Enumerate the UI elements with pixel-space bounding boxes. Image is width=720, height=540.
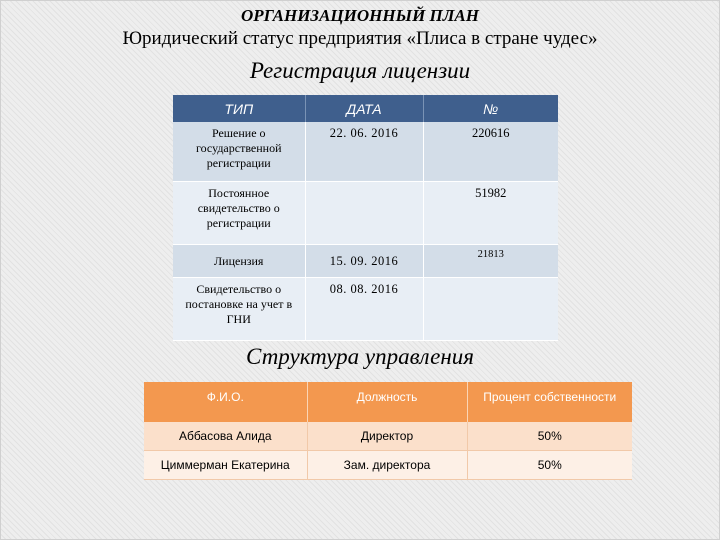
column-header-share: Процент собственности <box>467 382 632 422</box>
ownership-share-cell: 50% <box>467 422 632 451</box>
column-header-type: ТИП <box>173 95 305 122</box>
table-row <box>144 451 632 480</box>
license-section-heading: Регистрация лицензии <box>249 58 471 83</box>
license-number-cell: 51982 <box>423 182 558 245</box>
person-name-cell: Аббасова Алида <box>144 422 307 451</box>
ownership-share-cell: 50% <box>467 451 632 480</box>
management-table <box>144 382 632 480</box>
management-section-heading: Структура управления <box>246 344 474 369</box>
license-number-cell <box>423 278 558 341</box>
position-cell: Директор <box>307 422 467 451</box>
table-row <box>173 245 558 278</box>
license-date-cell: 15. 09. 2016 <box>305 245 423 278</box>
license-date-cell: 08. 08. 2016 <box>305 278 423 341</box>
column-header-number: № <box>423 95 558 122</box>
license-type-cell: Постоянное свидетельство о регистрации <box>173 182 305 245</box>
license-type-cell: Свидетельство о постановке на учет в ГНИ <box>173 278 305 341</box>
column-header-position: Должность <box>307 382 467 422</box>
legal-status-subtitle: Юридический статус предприятия «Плиса в стране чудес» <box>122 28 598 49</box>
person-name-cell: Циммерман Екатерина <box>144 451 307 480</box>
license-number-cell: 220616 <box>423 122 558 182</box>
license-type-cell: Лицензия <box>173 245 305 278</box>
plan-title: ОРГАНИЗАЦИОННЫЙ ПЛАН <box>241 6 479 25</box>
license-date-cell: 22. 06. 2016 <box>305 122 423 182</box>
license-type-cell: Решение о государственной регистрации <box>173 122 305 182</box>
management-table-header <box>144 382 632 422</box>
table-row <box>173 122 558 182</box>
table-row <box>144 422 632 451</box>
license-table <box>173 95 558 341</box>
license-table-header <box>173 95 558 122</box>
column-header-date: ДАТА <box>305 95 423 122</box>
table-row <box>173 278 558 341</box>
table-row <box>173 182 558 245</box>
license-date-cell <box>305 182 423 245</box>
position-cell: Зам. директора <box>307 451 467 480</box>
column-header-name: Ф.И.О. <box>144 382 307 422</box>
license-number-cell: 21813 <box>423 245 558 278</box>
